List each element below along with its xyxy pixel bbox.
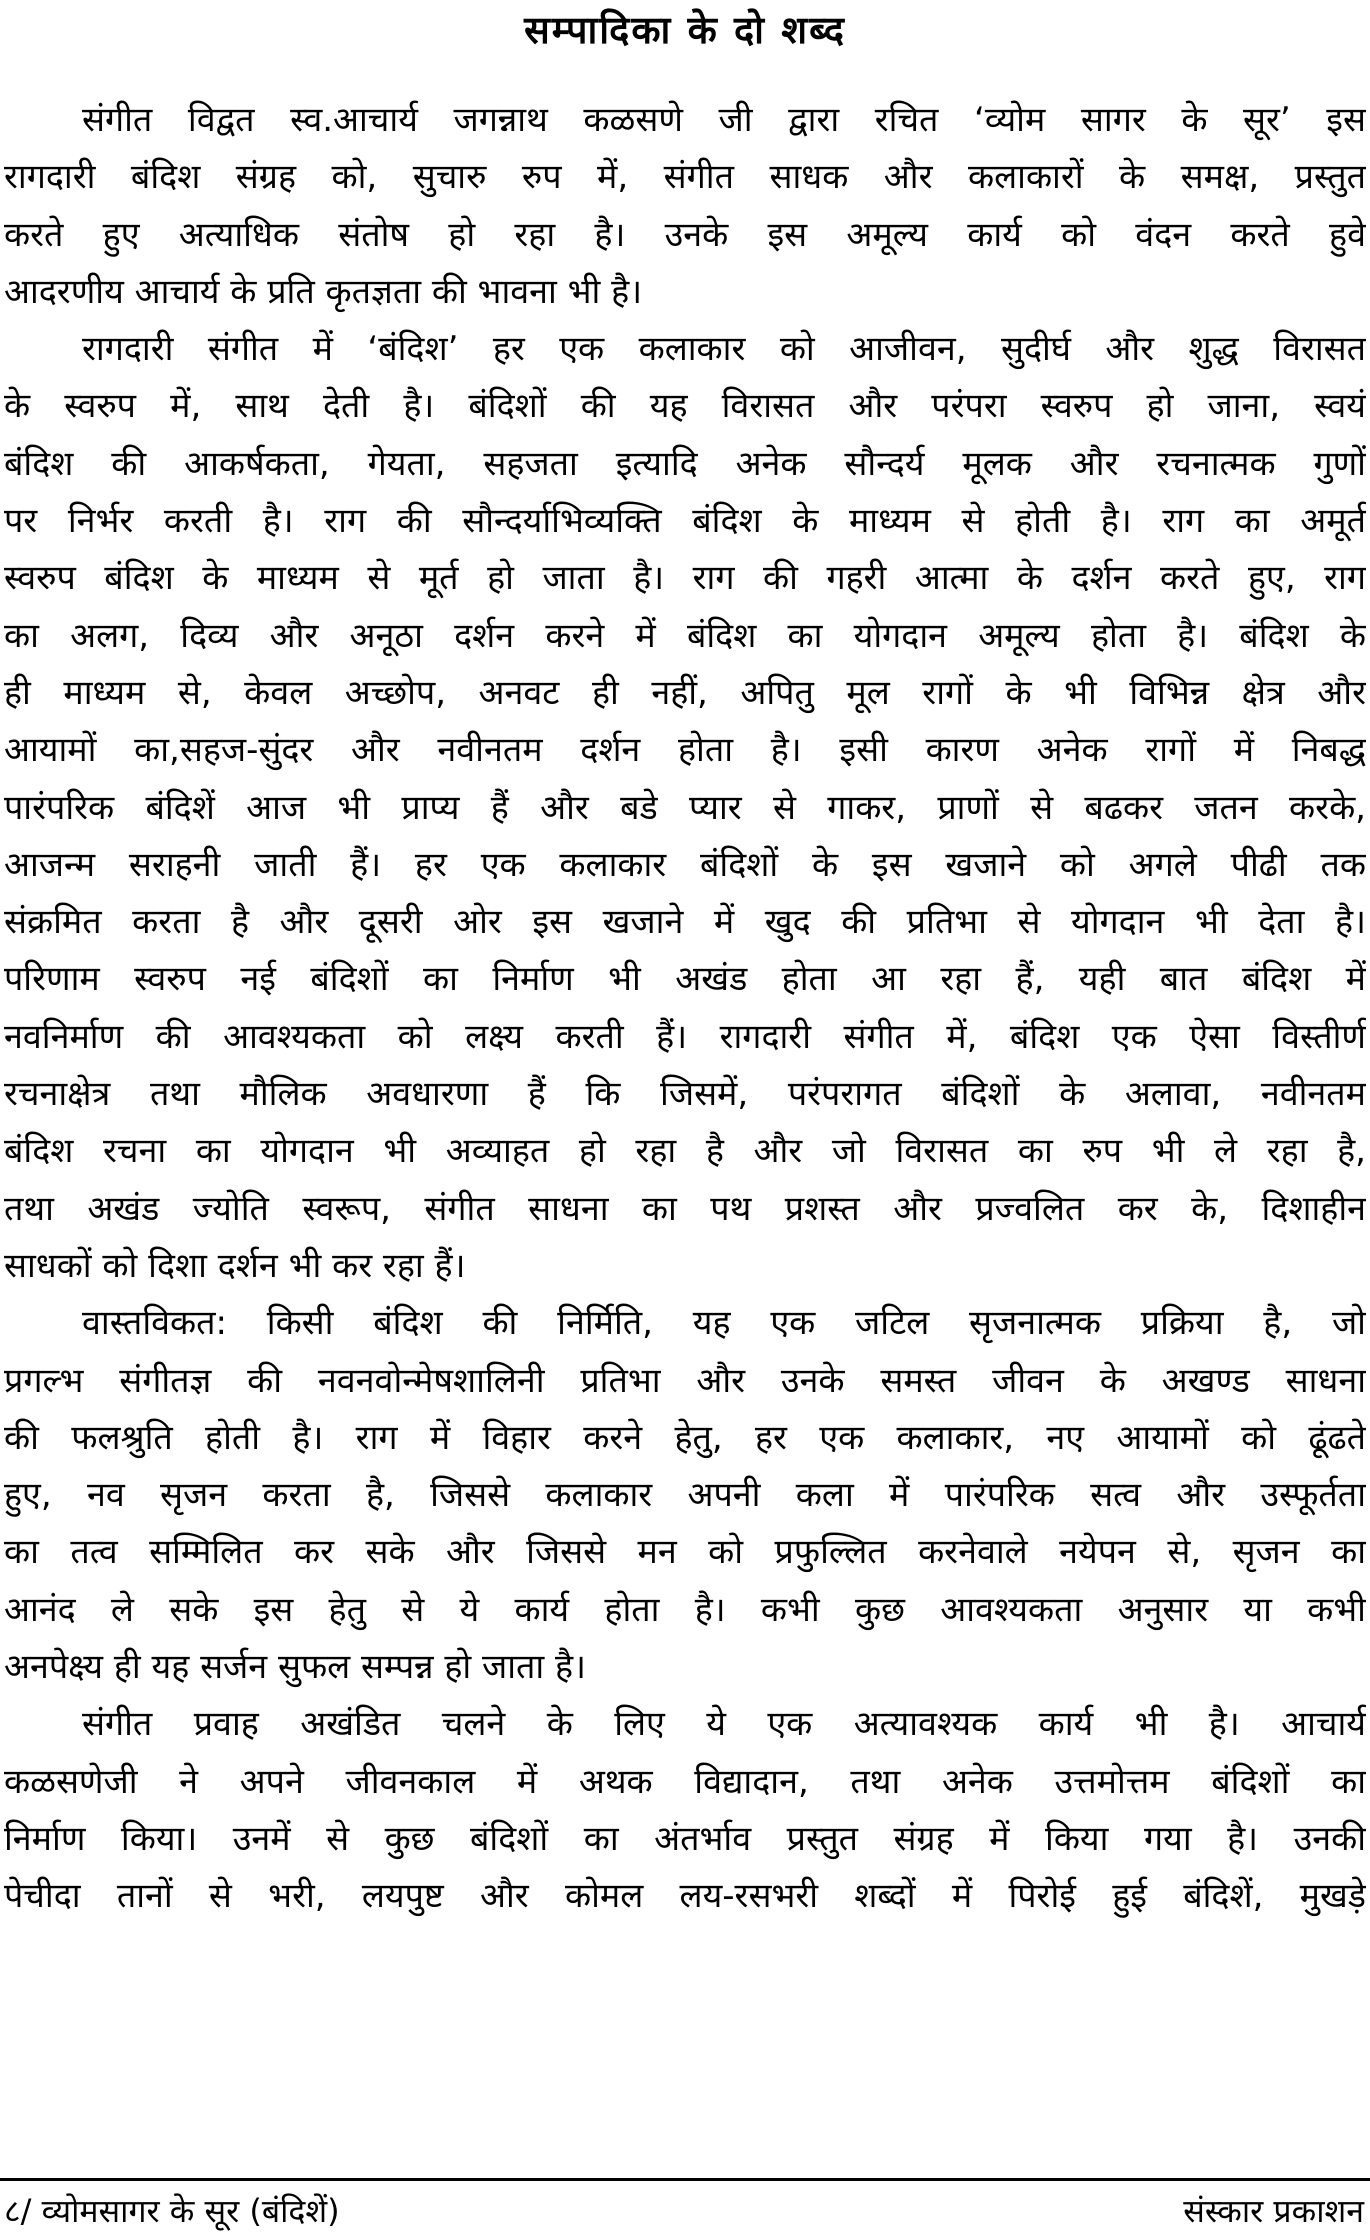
text-line: वास्तविकत: किसी बंदिश की निर्मिति, यह एक जटिल सृजनात्मक प्रक्रिया है, जो [82, 1303, 1366, 1344]
text-line: का अलग, दिव्य और अनूठा दर्शन करने में बंदिश का योगदान अमूल्य होता है। बंदिश के [4, 615, 1366, 656]
text-line: पारंपरिक बंदिशें आज भी प्राप्य हैं और बडे प्यार से गाकर, प्राणों से बढकर जतन करके, [4, 787, 1366, 828]
text-line: करते हुए अत्याधिक संतोष हो रहा है। उनके इस अमूल्य कार्य को वंदन करते हुवे [4, 214, 1366, 255]
text-line: की फलश्रुति होती है। राग में विहार करने हेतु, हर एक कलाकार, नए आयामों को ढूंढते [4, 1417, 1366, 1458]
text-line: अनपेक्ष्य ही यह सर्जन सुफल सम्पन्न हो जाता है। [4, 1647, 586, 1688]
text-line: साधकों को दिशा दर्शन भी कर रहा हैं। [4, 1245, 466, 1286]
text-line: कळसणेजी ने अपने जीवनकाल में अथक विद्यादान, तथा अनेक उत्तमोत्तम बंदिशों का [4, 1761, 1366, 1802]
page-title: सम्पादिका के दो शब्द [524, 8, 846, 52]
text-line: बंदिश रचना का योगदान भी अव्याहत हो रहा है और जो विरासत का रुप भी ले रहा है, [4, 1131, 1366, 1172]
text-line: निर्माण किया। उनमें से कुछ बंदिशों का अंतर्भाव प्रस्तुत संग्रह में किया गया है। उनकी [4, 1818, 1366, 1859]
text-line: आयामों का,सहज-सुंदर और नवीनतम दर्शन होता है। इसी कारण अनेक रागों में निबद्ध [4, 730, 1366, 771]
text-line: पेचीदा तानों से भरी, लयपुष्ट और कोमल लय-रसभरी शब्दों में पिरोई हुई बंदिशें, मुखड़े [4, 1876, 1366, 1917]
text-line: पर निर्भर करती है। राग की सौन्दर्याभिव्यक्ति बंदिश के माध्यम से होती है। राग का अमूर्त [4, 501, 1366, 542]
text-line: ही माध्यम से, केवल अच्छोप, अनवट ही नहीं, अपितु मूल रागों के भी विभिन्न क्षेत्र और [4, 672, 1366, 713]
text-line: के स्वरुप में, साथ देती है। बंदिशों की यह विरासत और परंपरा स्वरुप हो जाना, स्वयं [4, 386, 1366, 427]
text-line: नवनिर्माण की आवश्यकता को लक्ष्य करती हैं। रागदारी संगीत में, बंदिश एक ऐसा विस्तीर्ण [4, 1016, 1366, 1057]
text-line: संक्रमित करता है और दूसरी ओर इस खजाने में खुद की प्रतिभा से योगदान भी देता है। [4, 902, 1366, 943]
text-line: प्रगल्भ संगीतज्ञ की नवनवोन्मेषशालिनी प्रतिभा और उनके समस्त जीवन के अखण्ड साधना [4, 1360, 1366, 1401]
text-line: रचनाक्षेत्र तथा मौलिक अवधारणा हैं कि जिसमें, परंपरागत बंदिशों के अलावा, नवीनतम [4, 1074, 1366, 1115]
text-line: संगीत प्रवाह अखंडित चलने के लिए ये एक अत्यावश्यक कार्य भी है। आचार्य [82, 1704, 1366, 1745]
footer-divider [0, 2178, 1370, 2181]
text-line: परिणाम स्वरुप नई बंदिशों का निर्माण भी अखंड होता आ रहा हैं, यही बात बंदिश में [4, 959, 1366, 1000]
footer-publisher: संस्कार प्रकाशन [1183, 2192, 1364, 2230]
text-line: स्वरुप बंदिश के माध्यम से मूर्त हो जाता है। राग की गहरी आत्मा के दर्शन करते हुए, राग [4, 558, 1366, 599]
text-line: हुए, नव सृजन करता है, जिससे कलाकार अपनी कला में पारंपरिक सत्व और उस्फूर्तता [4, 1475, 1366, 1516]
text-line: तथा अखंड ज्योति स्वरूप, संगीत साधना का पथ प्रशस्त और प्रज्वलित कर के, दिशाहीन [4, 1188, 1366, 1229]
footer-page-and-book-title: ८/ व्योमसागर के सूर (बंदिशें) [4, 2192, 340, 2230]
text-line: आदरणीय आचार्य के प्रति कृतज्ञता की भावना भी है। [4, 271, 643, 312]
text-line: बंदिश की आकर्षकता, गेयता, सहजता इत्यादि अनेक सौन्दर्य मूलक और रचनात्मक गुणों [4, 443, 1366, 484]
text-line: संगीत विद्वत स्व.आचार्य जगन्नाथ कळसणे जी द्वारा रचित ‘व्योम सागर के सूर’ इस [82, 100, 1366, 140]
text-line: का तत्व सम्मिलित कर सके और जिससे मन को प्रफुल्लित करनेवाले नयेपन से, सृजन का [4, 1532, 1366, 1573]
text-line: आनंद ले सके इस हेतु से ये कार्य होता है। कभी कुछ आवश्यकता अनुसार या कभी [4, 1589, 1366, 1630]
text-line: रागदारी संगीत में ‘बंदिश’ हर एक कलाकार को आजीवन, सुदीर्घ और शुद्ध विरासत [82, 329, 1366, 370]
body-text [4, 92, 1366, 1926]
text-line: रागदारी बंदिश संग्रह को, सुचारु रुप में, संगीत साधक और कलाकारों के समक्ष, प्रस्तुत [4, 157, 1366, 198]
text-line: आजन्म सराहनी जाती हैं। हर एक कलाकार बंदिशों के इस खजाने को अगले पीढी तक [4, 844, 1366, 885]
